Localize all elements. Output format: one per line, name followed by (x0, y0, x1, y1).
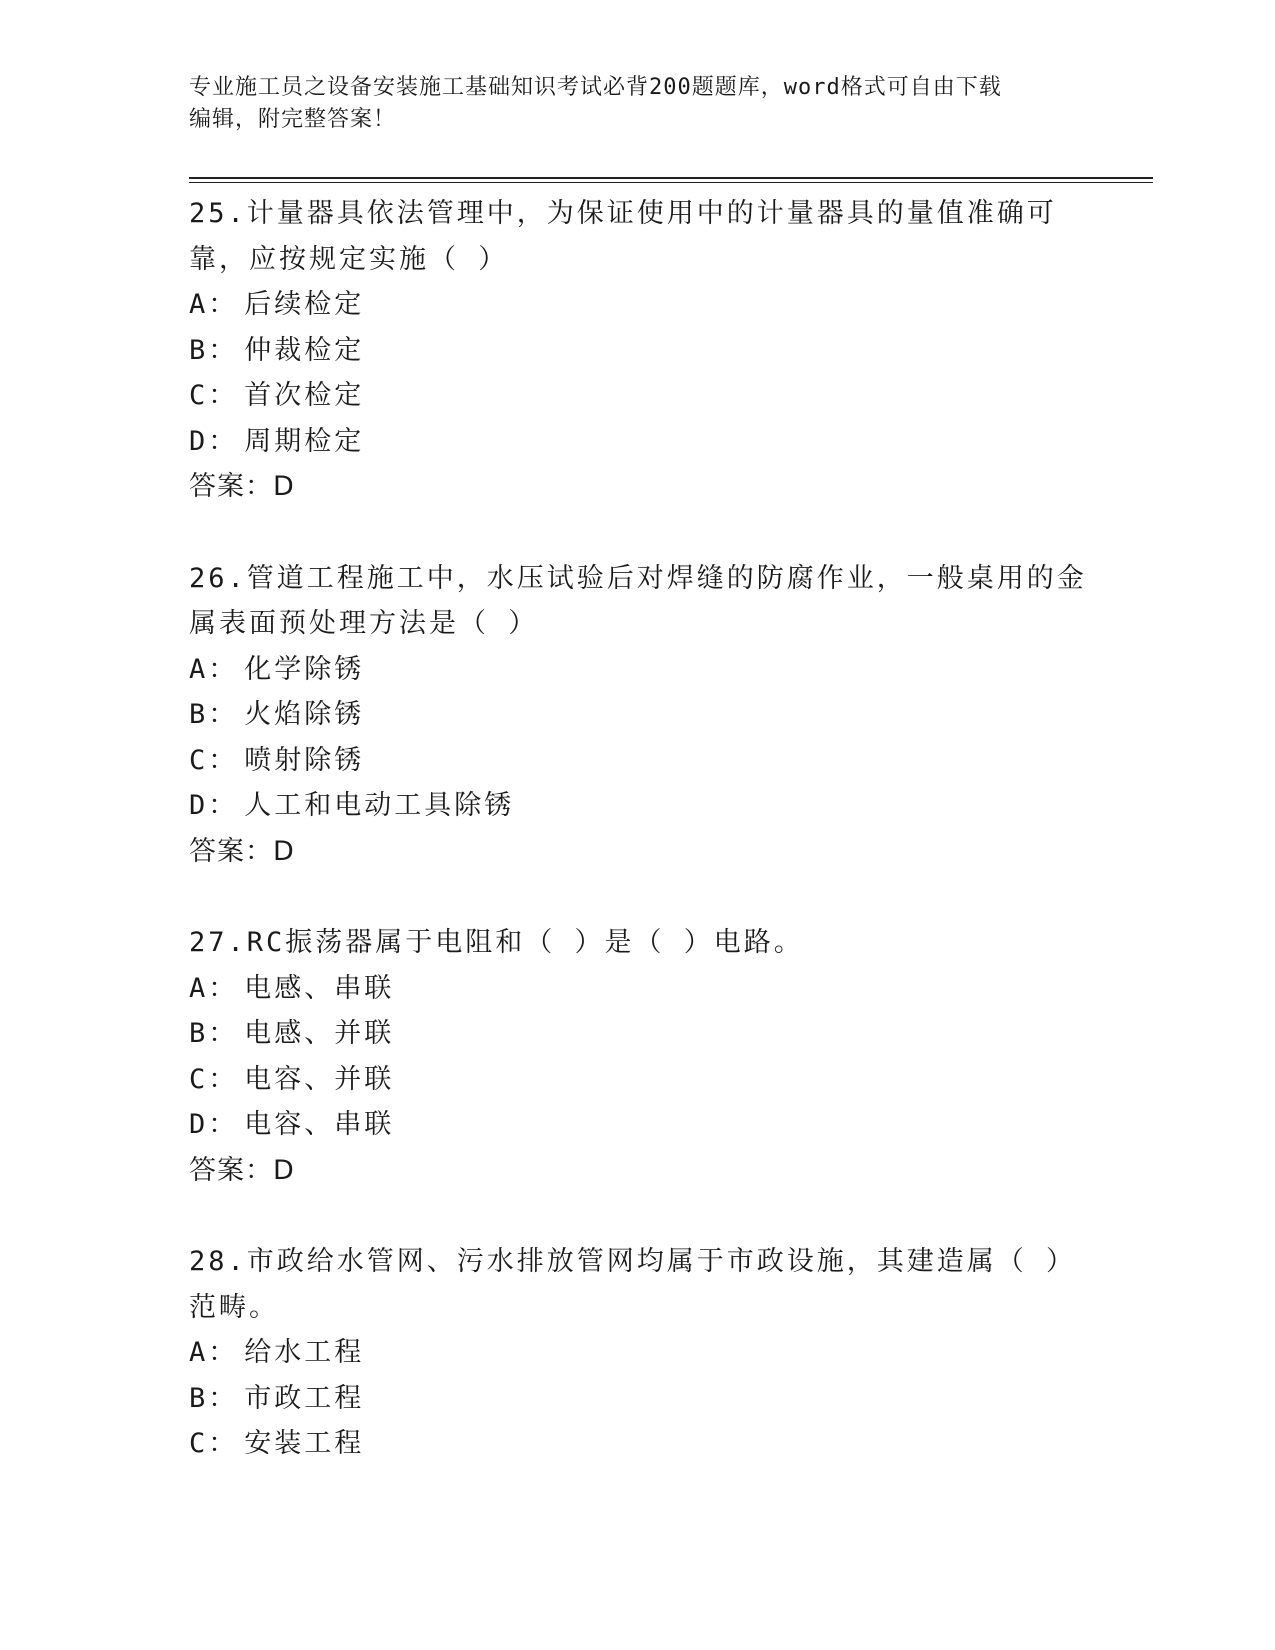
option-key: C： (189, 380, 239, 411)
answer: 答案：D (189, 835, 295, 867)
option-key: B： (189, 1018, 239, 1049)
answer: 答案：D (189, 1154, 295, 1186)
option-a (189, 282, 1089, 328)
option-key: C： (189, 744, 239, 776)
option-value: 人工和电动工具除锈 (244, 790, 515, 821)
question-text: 26.管道工程施工中，水压试验后对焊缝的防腐作业，一般桌用的金属表面预处理方法是（ ） (189, 562, 1087, 639)
question-text: 28.市政给水管网、污水排放管网均属于市政设施，其建造属（ ）范畴。 (189, 1246, 1077, 1323)
option-key: A： (189, 653, 239, 685)
question-26 (189, 556, 1089, 875)
option-value: 市政工程 (244, 1382, 365, 1414)
question-text: 27.RC振荡器属于电阻和（ ）是（ ）电路。 (189, 927, 804, 958)
option-b (189, 1376, 1089, 1422)
option-a (189, 647, 1089, 693)
header-divider-thick (189, 177, 1153, 179)
option-value: 安装工程 (244, 1428, 365, 1459)
option-value: 周期检定 (244, 425, 365, 457)
option-key: D： (189, 790, 239, 821)
option-c (189, 738, 1089, 784)
option-value: 后续检定 (244, 289, 365, 320)
option-d (189, 783, 1089, 829)
option-a (189, 966, 1089, 1012)
option-value: 电容、并联 (244, 1063, 395, 1095)
question-28 (189, 1239, 1089, 1467)
option-key: A： (189, 972, 239, 1004)
option-value: 化学除锈 (244, 653, 365, 685)
option-key: C： (189, 1063, 239, 1095)
option-c (189, 1057, 1089, 1103)
option-value: 电容、串联 (244, 1109, 395, 1140)
option-d (189, 1102, 1089, 1148)
option-key: A： (189, 289, 239, 320)
answer: 答案：D (189, 471, 295, 502)
document-header (189, 72, 1089, 136)
option-value: 喷射除锈 (244, 744, 365, 776)
option-value: 首次检定 (244, 380, 365, 411)
header-line-1: 专业施工员之设备安装施工基础知识考试必背200题题库，word格式可自由下载 (189, 75, 1002, 100)
option-key: A： (189, 1337, 239, 1368)
option-d (189, 419, 1089, 465)
question-27 (189, 920, 1089, 1193)
option-key: D： (189, 425, 239, 457)
header-line-2: 编辑，附完整答案！ (189, 107, 397, 132)
option-value: 电感、并联 (244, 1018, 395, 1049)
question-25 (189, 191, 1089, 510)
option-key: B： (189, 1382, 239, 1414)
question-list (189, 191, 1089, 1513)
option-key: C： (189, 1428, 239, 1459)
option-c (189, 373, 1089, 419)
option-b (189, 328, 1089, 374)
option-b (189, 692, 1089, 738)
question-text: 25.计量器具依法管理中，为保证使用中的计量器具的量值准确可靠，应按规定实施（ ） (189, 198, 1057, 275)
option-value: 火焰除锈 (244, 699, 365, 730)
option-key: D： (189, 1109, 239, 1140)
header-divider-thin (189, 182, 1153, 183)
option-key: B： (189, 699, 239, 730)
option-value: 给水工程 (244, 1337, 365, 1368)
option-b (189, 1011, 1089, 1057)
option-a (189, 1330, 1089, 1376)
option-value: 电感、串联 (244, 972, 395, 1004)
option-key: B： (189, 334, 239, 366)
option-c (189, 1421, 1089, 1467)
option-value: 仲裁检定 (244, 334, 365, 366)
